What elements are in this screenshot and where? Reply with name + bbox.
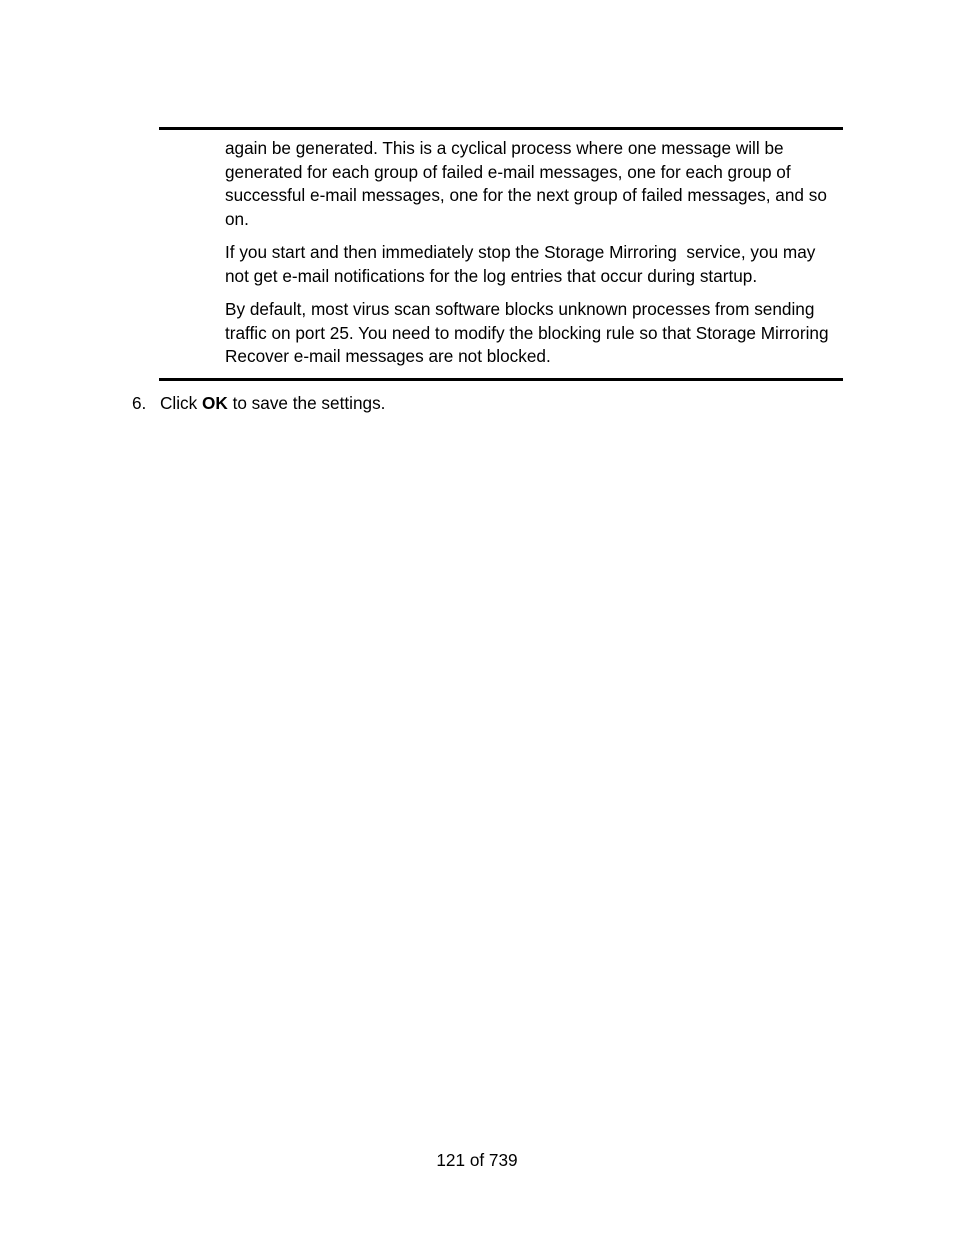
step-text-bold: OK bbox=[202, 393, 228, 413]
note-paragraph-1: again be generated. This is a cyclical process where one message will be generated for each group of failed e-mail messages, one for each group of successful e-mail messages, one for the next group of failed messages, and so on. bbox=[225, 138, 832, 229]
step-text-prefix: Click bbox=[160, 393, 203, 413]
step-text-suffix: to save the settings. bbox=[227, 393, 386, 413]
step-number: 6. bbox=[132, 393, 147, 413]
step-6 bbox=[132, 392, 385, 416]
note-box bbox=[159, 127, 843, 381]
step-text bbox=[160, 392, 385, 416]
note-paragraph-3: By default, most virus scan software blocks unknown processes from sending traffic on port 25. You need to modify the blocking rule so that Storage Mirroring Recover e-mail messages are not blocked. bbox=[225, 299, 834, 366]
page-number: 121 of 739 bbox=[436, 1150, 518, 1170]
note-paragraph-2: If you start and then immediately stop the Storage Mirroring service, you may not get e-mail notifications for the log entries that occur during startup. bbox=[225, 242, 821, 286]
